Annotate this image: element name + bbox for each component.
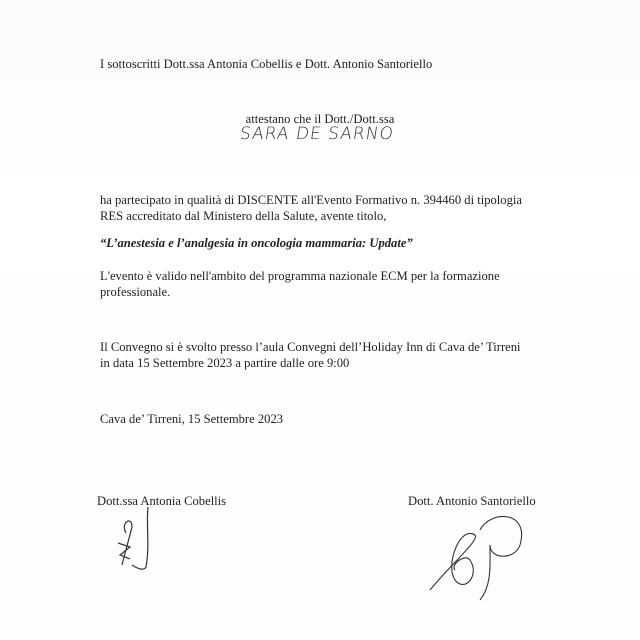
signature-right — [420, 505, 540, 605]
place-date: Cava de’ Tirreni, 15 Settembre 2023 — [100, 412, 284, 426]
participation-line-2: RES accreditato dal Ministero della Salute, avente titolo, — [100, 209, 387, 223]
signature-left — [110, 505, 170, 575]
validity-line-2: professionale. — [100, 285, 171, 299]
validity-line-1: L'evento è valido nell'ambito del programma nazionale ECM per la formazione — [100, 269, 500, 283]
venue-line-1: Il Convegno si è svolto presso l’aula Convegni dell’Holiday Inn di Cava de’ Tirreni — [100, 340, 521, 354]
participation-line-1: ha partecipato in qualità di DISCENTE all'Evento Formativo n. 394460 di tipologia — [100, 193, 522, 207]
venue-line-2: in data 15 Settembre 2023 a partire dalle ore 9:00 — [100, 356, 350, 370]
event-title: “L’anestesia e l’analgesia in oncologia mammaria: Update” — [100, 236, 413, 250]
attest-text: attestano che il Dott./Dott.ssa — [245, 112, 395, 126]
intro-text: I sottoscritti Dott.ssa Antonia Cobellis e Dott. Antonio Santoriello — [100, 57, 433, 71]
participant-handwritten-name: SARA DE SARNO — [238, 124, 396, 144]
signatory-left-name: Dott.ssa Antonia Cobellis — [97, 494, 227, 508]
signatory-right-name: Dott. Antonio Santoriello — [408, 494, 536, 508]
